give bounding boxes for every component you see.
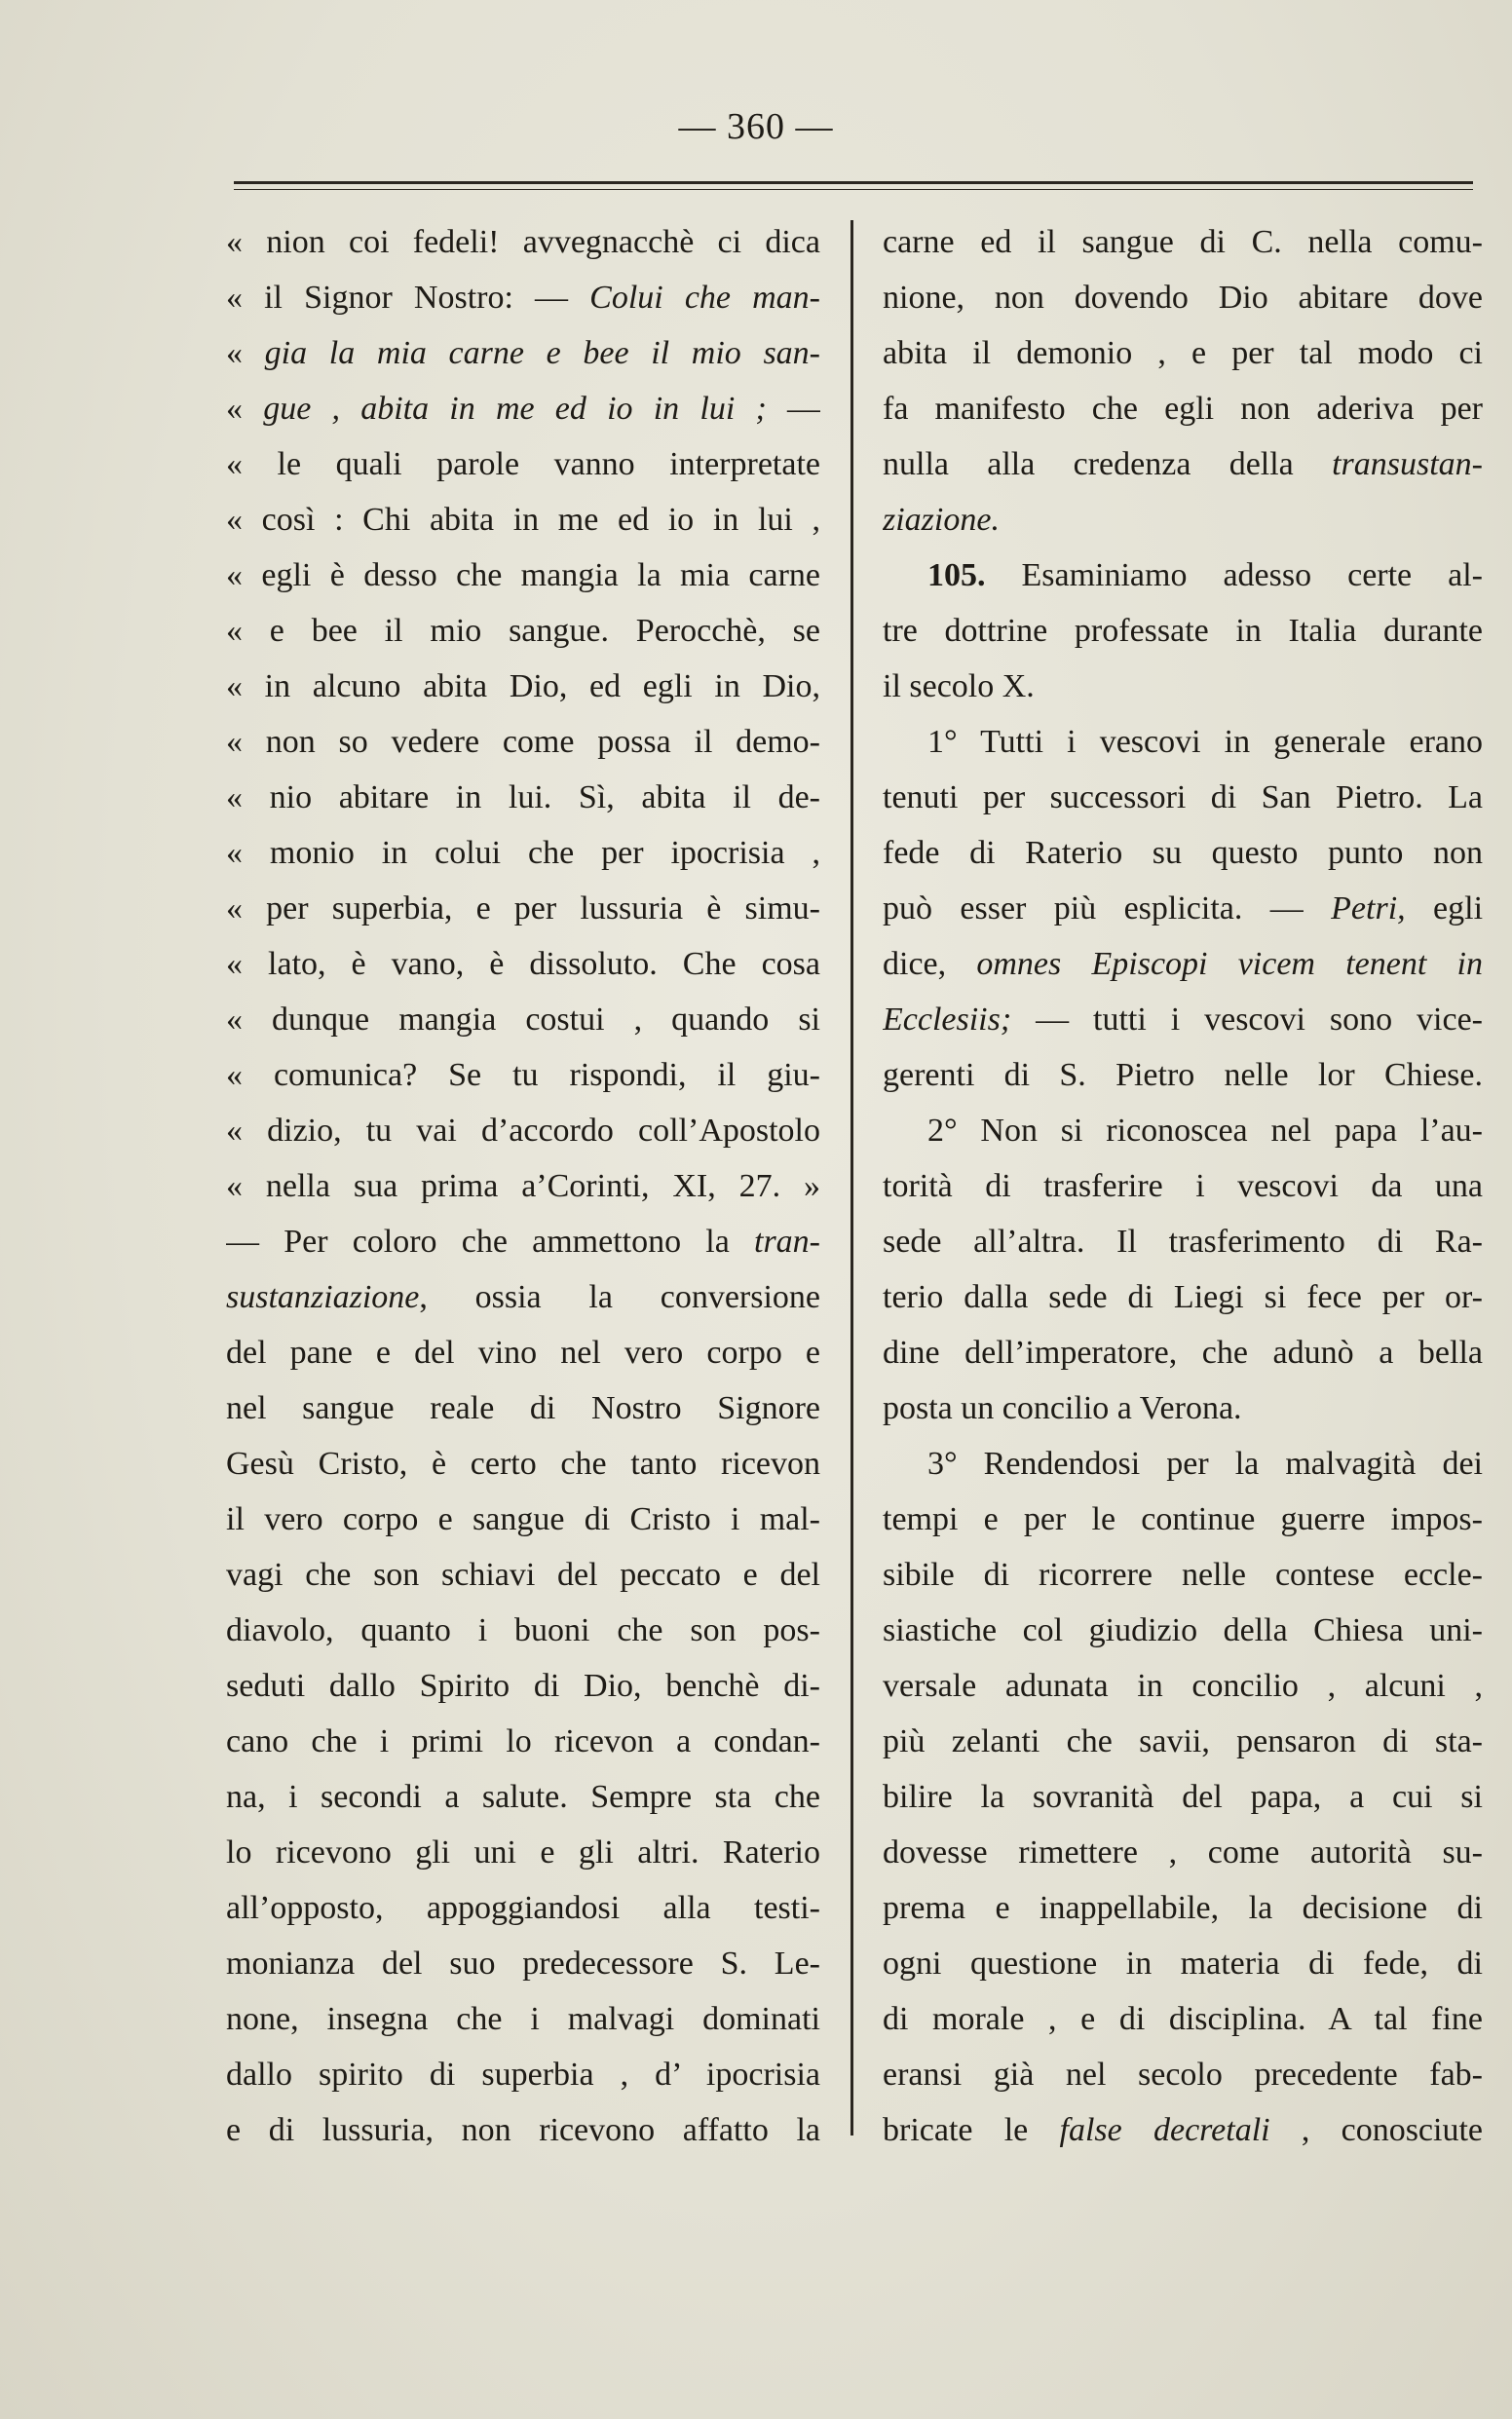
text-line (883, 992, 1483, 1047)
text-line (226, 325, 820, 381)
text-line (883, 659, 1483, 714)
text-run: , conosciute (1269, 2112, 1483, 2148)
text-line (883, 1547, 1483, 1603)
text-line (883, 1214, 1483, 1269)
text-line (883, 1269, 1483, 1325)
text-line (883, 436, 1483, 492)
text-line (883, 270, 1483, 325)
text-line (226, 1658, 820, 1714)
text-run: Gesù Cristo, è certo che tanto ricevon (226, 1446, 820, 1482)
text-run: all’opposto, appoggiandosi alla testi- (226, 1890, 820, 1926)
text-run: nel sangue reale di Nostro Signore (226, 1390, 820, 1426)
text-run: dice, (883, 946, 977, 982)
text-run: « non so vedere come possa il demo- (226, 724, 820, 760)
text-run: abita il demonio , e per tal modo ci (883, 335, 1483, 371)
text-line (226, 1825, 820, 1880)
text-run: none, insegna che i malvagi dominati (226, 2001, 820, 2037)
text-run: « così : Chi abita in me ed io in lui , (226, 502, 820, 538)
text-line (883, 603, 1483, 659)
text-run: , ossia la conversione (419, 1279, 820, 1315)
text-line (226, 1936, 820, 1991)
italic-text: gue , abita in me ed io in lui ; (263, 391, 767, 427)
text-line (226, 1991, 820, 2047)
text-run: — (766, 391, 820, 427)
page-number: — 360 — (678, 106, 834, 147)
text-run: « lato, è vano, è dissoluto. Che cosa (226, 946, 820, 982)
text-line (883, 1936, 1483, 1991)
text-run: seduti dallo Spirito di Dio, benchè di- (226, 1668, 820, 1704)
right-column (883, 214, 1483, 2158)
text-run: tre dottrine professate in Italia durante (883, 613, 1483, 649)
text-run: fa manifesto che egli non aderiva per (883, 391, 1483, 427)
italic-text: ziazione. (883, 502, 1000, 538)
text-line (883, 936, 1483, 992)
text-line (883, 2102, 1483, 2158)
text-run: di morale , e di disciplina. A tal fine (883, 2001, 1483, 2037)
text-run: lo ricevono gli uni e gli altri. Raterio (226, 1834, 820, 1871)
text-line (226, 714, 820, 770)
header-rule-thin (234, 189, 1473, 190)
left-column (226, 214, 820, 2158)
text-line (226, 548, 820, 603)
text-run: bilire la sovranità del papa, a cui si (883, 1779, 1483, 1815)
text-line (226, 1547, 820, 1603)
text-run: il secolo X. (883, 668, 1035, 704)
text-line (226, 381, 820, 436)
text-run: « dunque mangia costui , quando si (226, 1002, 820, 1038)
text-run: tempi e per le continue guerre impos- (883, 1501, 1483, 1537)
text-run: gerenti di S. Pietro nelle lor Chiese. (883, 1057, 1483, 1093)
text-run: na, i secondi a salute. Sempre sta che (226, 1779, 820, 1815)
text-run: « egli è desso che mangia la mia carne (226, 557, 820, 593)
text-line (883, 1103, 1483, 1158)
italic-text: gia la mia carne e bee il mio san- (264, 335, 820, 371)
text-line (883, 325, 1483, 381)
text-run: cano che i primi lo ricevon a condan- (226, 1723, 820, 1759)
text-line (883, 714, 1483, 770)
header-rule (234, 181, 1473, 184)
text-line (883, 381, 1483, 436)
text-run: torità di trasferire i vescovi da una (883, 1168, 1483, 1204)
italic-text: Petri, (1331, 890, 1406, 926)
text-line (226, 603, 820, 659)
text-run: egli (1405, 890, 1483, 926)
text-run: « (226, 335, 265, 371)
text-run: eransi già nel secolo precedente fab- (883, 2057, 1483, 2093)
text-line (226, 936, 820, 992)
text-line (226, 881, 820, 936)
text-line (883, 1436, 1483, 1492)
text-run: del pane e del vino nel vero corpo e (226, 1335, 820, 1371)
text-run: ogni questione in materia di fede, di (883, 1946, 1483, 1982)
text-line (226, 214, 820, 270)
text-line (883, 1825, 1483, 1880)
text-run: « nion coi fedeli! avvegnacchè ci dica (226, 224, 820, 260)
text-run: Esaminiamo adesso certe al- (985, 557, 1483, 593)
text-run: — tutti i vescovi sono vice- (1011, 1002, 1483, 1038)
text-run: « e bee il mio sangue. Perocchè, se (226, 613, 820, 649)
text-run: dovesse rimettere , come autorità su- (883, 1834, 1483, 1871)
text-run: « il Signor Nostro: — (226, 280, 590, 316)
text-run: versale adunata in concilio , alcuni , (883, 1668, 1483, 1704)
italic-text: transustan- (1332, 446, 1483, 482)
text-line (883, 1380, 1483, 1436)
text-run: nulla alla credenza della (883, 446, 1333, 482)
text-line (226, 2102, 820, 2158)
text-line (226, 270, 820, 325)
text-line (883, 1991, 1483, 2047)
text-line (883, 770, 1483, 825)
text-line (883, 1714, 1483, 1769)
text-line (226, 1047, 820, 1103)
text-run: tenuti per successori di San Pietro. La (883, 779, 1483, 815)
text-run: dallo spirito di superbia , d’ ipocrisia (226, 2057, 820, 2093)
text-run: il vero corpo e sangue di Cristo i mal- (226, 1501, 820, 1537)
italic-text: tran- (754, 1224, 820, 1260)
text-line (226, 1603, 820, 1658)
italic-text: omnes Episcopi vicem tenent in (976, 946, 1483, 982)
text-line (226, 1103, 820, 1158)
text-run: può esser più esplicita. — (883, 890, 1332, 926)
text-run: più zelanti che savii, pensaron di sta- (883, 1723, 1483, 1759)
text-line (883, 1325, 1483, 1380)
text-line (883, 825, 1483, 881)
text-run: sede all’altra. Il trasferimento di Ra- (883, 1224, 1483, 1260)
text-run: diavolo, quanto i buoni che son pos- (226, 1612, 820, 1648)
text-run: « nio abitare in lui. Sì, abita il de- (226, 779, 820, 815)
text-run: 2° Non si riconoscea nel papa l’au- (927, 1113, 1483, 1149)
text-run: dine dell’imperatore, che adunò a bella (883, 1335, 1483, 1371)
text-line (226, 1880, 820, 1936)
italic-text: Colui che man- (589, 280, 820, 316)
text-line (883, 1769, 1483, 1825)
section-number: 105. (927, 557, 986, 593)
text-run: « (226, 391, 264, 427)
text-line (883, 548, 1483, 603)
text-run: 3° Rendendosi per la malvagità dei (927, 1446, 1483, 1482)
italic-text: false decretali (1059, 2112, 1270, 2148)
text-line (226, 770, 820, 825)
text-line (883, 881, 1483, 936)
text-line (883, 1158, 1483, 1214)
text-run: — Per coloro che ammettono la (226, 1224, 754, 1260)
text-run: « dizio, tu vai d’accordo coll’Apostolo (226, 1113, 820, 1149)
text-run: fede di Raterio su questo punto non (883, 835, 1483, 871)
text-line (883, 1492, 1483, 1547)
text-run: vagi che son schiavi del peccato e del (226, 1557, 820, 1593)
text-run: carne ed il sangue di C. nella comu- (883, 224, 1483, 260)
text-line (883, 1603, 1483, 1658)
text-run: « monio in colui che per ipocrisia , (226, 835, 820, 871)
text-line (226, 1714, 820, 1769)
text-line (226, 1380, 820, 1436)
text-line (226, 436, 820, 492)
text-run: nione, non dovendo Dio abitare dove (883, 280, 1483, 316)
text-run: posta un concilio a Verona. (883, 1390, 1242, 1426)
text-line (226, 1269, 820, 1325)
text-run: « comunica? Se tu rispondi, il giu- (226, 1057, 820, 1093)
text-run: « nella sua prima a’Corinti, XI, 27. » (226, 1168, 820, 1204)
text-run: sibile di ricorrere nelle contese eccle- (883, 1557, 1483, 1593)
text-run: « le quali parole vanno interpretate (226, 446, 820, 482)
italic-text: sustanziazione (226, 1279, 420, 1315)
text-line (883, 1047, 1483, 1103)
text-run: e di lussuria, non ricevono affatto la (226, 2112, 820, 2148)
text-line (226, 659, 820, 714)
text-line (226, 1492, 820, 1547)
text-line (883, 2047, 1483, 2102)
text-run: siastiche col giudizio della Chiesa uni- (883, 1612, 1483, 1648)
text-line (226, 1769, 820, 1825)
text-run: « in alcuno abita Dio, ed egli in Dio, (226, 668, 820, 704)
text-line (883, 1658, 1483, 1714)
italic-text: Ecclesiis; (883, 1002, 1012, 1038)
text-line (883, 214, 1483, 270)
text-line (226, 1214, 820, 1269)
text-run: prema e inappellabile, la decisione di (883, 1890, 1483, 1926)
text-line (226, 1158, 820, 1214)
column-divider (850, 220, 853, 2136)
text-line (226, 492, 820, 548)
text-line (226, 825, 820, 881)
text-line (883, 1880, 1483, 1936)
text-run: « per superbia, e per lussuria è simu- (226, 890, 820, 926)
text-line (226, 2047, 820, 2102)
text-run: terio dalla sede di Liegi si fece per or- (883, 1279, 1483, 1315)
text-line (226, 1325, 820, 1380)
text-run: bricate le (883, 2112, 1060, 2148)
text-run: 1° Tutti i vescovi in generale erano (927, 724, 1483, 760)
text-line (226, 1436, 820, 1492)
text-line (883, 492, 1483, 548)
text-line (226, 992, 820, 1047)
text-run: monianza del suo predecessore S. Le- (226, 1946, 820, 1982)
